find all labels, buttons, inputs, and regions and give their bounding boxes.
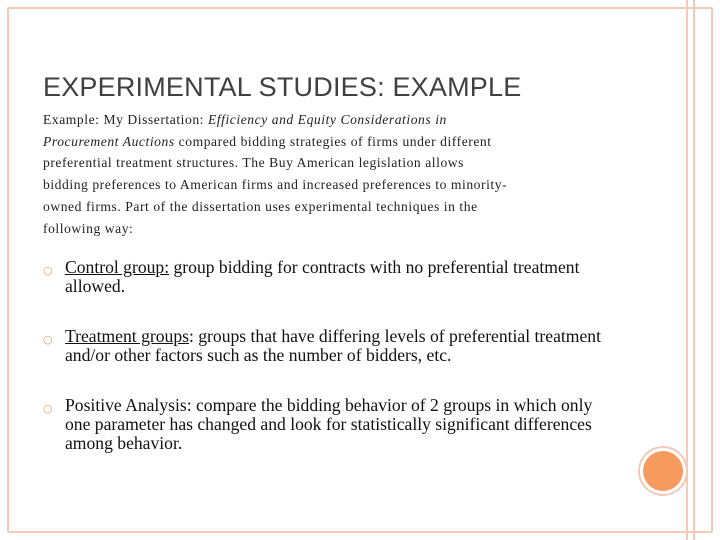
right-decor-line-right bbox=[693, 0, 695, 540]
bullet-item-positive-analysis bbox=[43, 396, 618, 453]
bullet-item-treatment-groups bbox=[43, 327, 618, 365]
bullet-text: : groups that have differing levels of preferential treatment and/or other factors such as the number of bidders, etc. bbox=[65, 326, 601, 365]
intro-paragraph bbox=[43, 109, 513, 239]
bullet-text: group bidding for contracts with no preferential treatment allowed. bbox=[65, 257, 580, 296]
circle-bullet-icon: ○ bbox=[43, 402, 53, 415]
right-decor-line-left bbox=[686, 0, 688, 540]
circle-bullet-icon: ○ bbox=[43, 264, 53, 277]
slide-title: EXPERIMENTAL STUDIES: EXAMPLE bbox=[43, 72, 522, 102]
bullet-term: Treatment groups bbox=[65, 326, 189, 346]
bullet-list bbox=[43, 258, 618, 453]
bullet-item-control-group bbox=[43, 258, 618, 296]
intro-prefix: Example: My Dissertation: bbox=[43, 112, 208, 127]
circle-bullet-icon: ○ bbox=[43, 333, 53, 346]
bullet-term: Control group: bbox=[65, 257, 170, 277]
decor-circle bbox=[643, 451, 683, 491]
bullet-text: Positive Analysis: compare the bidding behavior of 2 groups in which only one parameter has changed and look for statistically significant differences among behavior. bbox=[65, 395, 593, 453]
dissertation-title: Efficiency and Equity Considerations in Procurement Auctions bbox=[43, 112, 447, 149]
intro-body: compared bidding strategies of firms under different preferential treatment structures. The Buy American legislation allows bidding preferences to American firms and increased preferences to minority-owned firms. Part of the dissertation uses experimental techniques in the following way: bbox=[43, 133, 508, 236]
